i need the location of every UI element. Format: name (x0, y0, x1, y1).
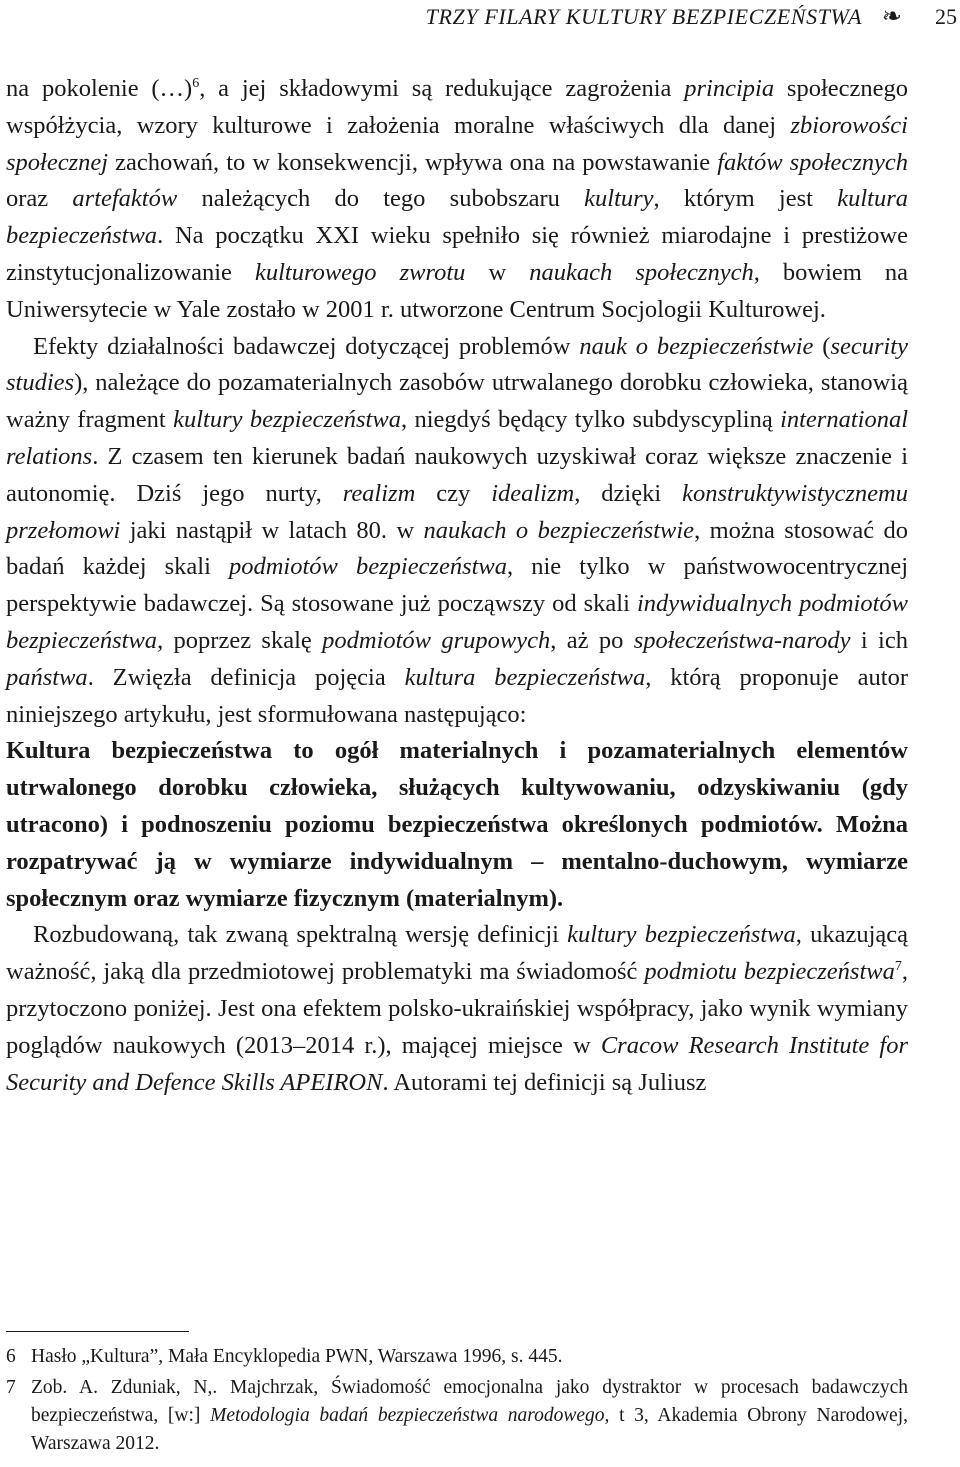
italic-term: indywidualnych podmiotów bezpieczeństwa (6, 590, 908, 654)
text-run: , t 3, Akademia Obrony Narodowej, Warszawa 2012. (31, 1405, 908, 1454)
running-title: TRZY FILARY KULTURY BEZPIECZEŃSTWA (425, 4, 862, 29)
text-run: , można stosować do badań każdej skali (6, 516, 908, 581)
text-run: . Na początku XXI wieku spełniło się również miarodajne i prestiżowe zinstytucjonalizowanie (6, 222, 908, 286)
footnote (6, 1374, 908, 1458)
text-run: czy (415, 479, 492, 507)
italic-term: naukach o bezpieczeństwie (423, 516, 695, 544)
text-run: , przytoczono poniżej. Jest ona efektem polsko-ukraińskiej współpracy, jako wynik wymiany poglądów naukowych (2013–2014 r.), mającej miejsce w (6, 958, 908, 1059)
text-run: . Z czasem ten kierunek badań naukowych uzyskiwał coraz większe znaczenie i autonomię. Dziś jego nurty, (6, 442, 908, 507)
italic-term: zbiorowości społecznej (6, 111, 908, 176)
footnotes (6, 1343, 908, 1461)
italic-term: idealizm (491, 479, 575, 507)
text-run: w (465, 258, 530, 286)
text-run: , którym jest (653, 185, 838, 213)
text-run: . Zwięzła definicja pojęcia (87, 663, 405, 691)
text-run: , a jej składowymi są redukujące zagrożenia (199, 75, 685, 102)
italic-term: kultura bezpieczeństwa (404, 663, 646, 691)
fleuron-icon: ❧ (881, 4, 902, 30)
text-run: , poprzez skalę (157, 626, 323, 654)
italic-term: faktów społecznych (717, 148, 908, 176)
text-run: na pokolenie (…) (6, 75, 193, 102)
footnote-number: 6 (6, 1346, 16, 1367)
italic-term: security studies (6, 332, 908, 397)
page-number: 25 (935, 4, 957, 29)
footnote-ref: 7 (894, 958, 902, 974)
italic-term: nauk o bezpieczeństwie (579, 332, 814, 360)
italic-term: kultury bezpieczeństwa (173, 406, 401, 434)
italic-term: społeczeństwa-narody (633, 626, 851, 654)
text-run: Hasło „Kultura”, Mała Encyklopedia PWN, Warszawa 1996, s. 445. (31, 1346, 563, 1367)
text-run: należących do tego subobszaru (177, 185, 585, 213)
italic-term: international relations (6, 406, 909, 470)
definition-paragraph (6, 733, 908, 917)
italic-term: kulturowego zwrotu (254, 258, 466, 286)
italic-term: naukach społecznych (529, 258, 754, 286)
italic-term: realizm (342, 479, 416, 507)
italic-term: państwa (6, 663, 88, 691)
main-text (6, 71, 908, 1101)
text-run: i ich (850, 626, 908, 654)
italic-term: podmiotów bezpieczeństwa (228, 553, 508, 581)
italic-term: kultury (584, 185, 654, 213)
text-run: ( (813, 332, 831, 360)
italic-term: kultura bezpieczeństwa (6, 185, 908, 250)
footnote-ref: 6 (192, 75, 200, 91)
text-run: zachowań, to w konsekwencji, wpływa ona na powstawanie (108, 148, 718, 176)
italic-term: podmiotu bezpieczeństwa (644, 958, 895, 986)
text-run: jaki nastąpił w latach 80. w (120, 516, 424, 544)
text-run: , nie tylko w państwowocentrycznej perspektywie badawczej. Są stosowane już począwszy od skali (6, 553, 908, 618)
italic-term: artefaktów (72, 185, 178, 213)
text-run: , niegdyś będący tylko subdyscypliną (400, 406, 781, 434)
italic-term: principia (684, 75, 775, 102)
text-run: społecznego współżycia, wzory kulturowe i założenia moralne właściwych dla danej (6, 75, 908, 139)
text-run: , bowiem na Uniwersytecie w Yale zostało w 2001 r. utworzone Centrum Socjologii Kulturowej. (6, 258, 909, 323)
italic-term: kultury bezpieczeństwa (567, 921, 796, 949)
paragraph (6, 329, 908, 734)
text-run: ), należące do pozamaterialnych zasobów utrwalanego dorobku człowieka, stanowią ważny fragment (6, 369, 908, 434)
page-header (0, 0, 960, 40)
text-run: , aż po (550, 626, 634, 654)
italic-term: Metodologia badań bezpieczeństwa narodowego (210, 1405, 605, 1426)
text-run: Efekty działalności badawczej dotyczącej problemów (33, 332, 580, 360)
footnote (6, 1343, 908, 1371)
paragraph (6, 71, 908, 329)
italic-term: konstruktywistycznemu przełomowi (6, 479, 909, 544)
footnote-number: 7 (6, 1377, 16, 1398)
text-run: Rozbudowaną, tak zwaną spektralną wersję definicji (33, 921, 568, 949)
text-run: oraz (6, 185, 73, 213)
footnote-divider (6, 1331, 189, 1332)
text-run: , dzięki (574, 479, 683, 507)
text-run: Zob. A. Zduniak, N,. Majchrzak, Świadomość emocjonalna jako dystraktor w procesach badawczych bezpieczeństwa, [w:] (31, 1377, 908, 1426)
italic-term: Cracow Research Institute for Security and Defence Skills APEIRON (6, 1031, 908, 1096)
text-run: , którą proponuje autor niniejszego artykułu, jest sformułowana następująco: (6, 663, 908, 728)
italic-term: podmiotów grupowych (322, 626, 551, 654)
text-run: , ukazującą ważność, jaką dla przedmiotowej problematyki ma świadomość (6, 921, 908, 986)
text-run: Kultura bezpieczeństwa to ogół materialnych i pozamaterialnych elementów utrwalonego dorobku człowieka, służących kultywowaniu, odzyskiwaniu (gdy utracono) i podnoszeniu poziomu bezpieczeństwa określonych podmiotów. Można rozpatrywać ją w wymiarze indywidualnym – mentalno-duchowym, wymiarze społecznym oraz wymiarze fizycznym (materialnym). (6, 737, 908, 912)
paragraph (6, 917, 908, 1101)
text-run: . Autorami tej definicji są Juliusz (382, 1068, 707, 1096)
